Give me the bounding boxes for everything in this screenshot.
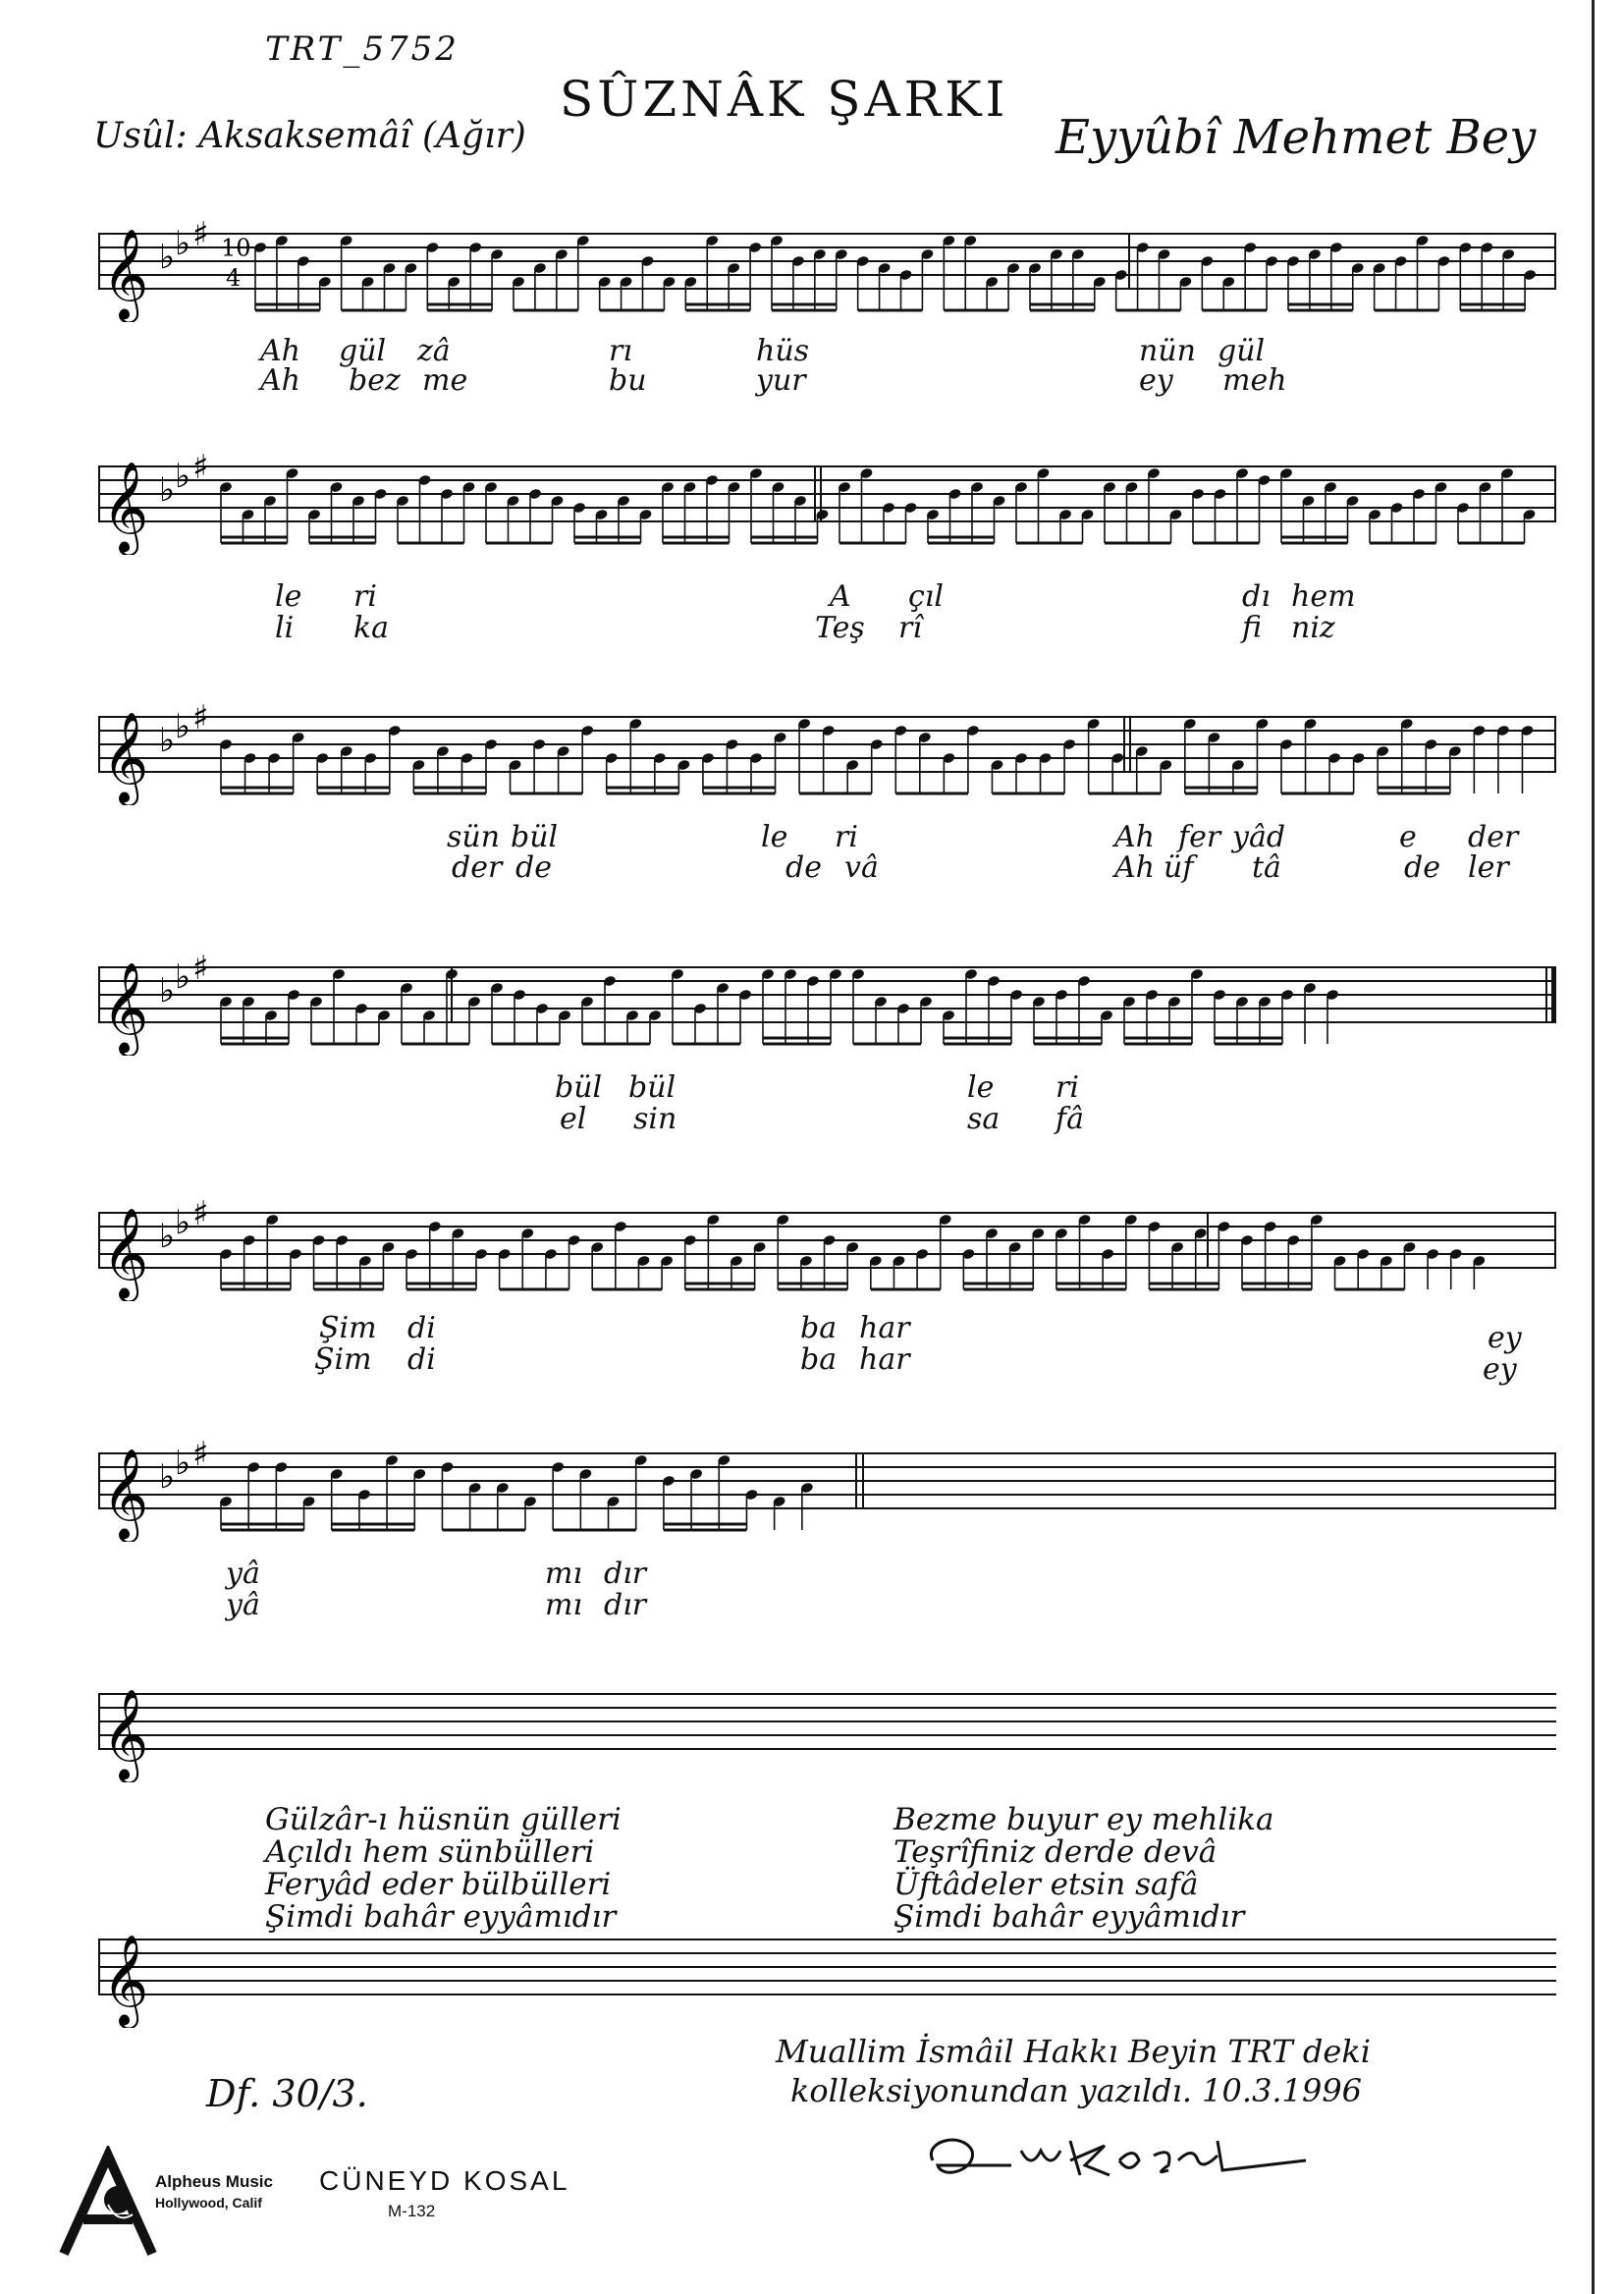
lyric-syllable: Teş <box>815 611 865 645</box>
lyric-syllable: sa <box>967 1102 1001 1136</box>
lyric-syllable: fer <box>1178 820 1221 854</box>
lyric-syllable: nün <box>1139 334 1196 368</box>
key-signature-accidental: ♭ <box>159 1457 176 1497</box>
lyric-syllable: le <box>275 579 302 614</box>
lyric-syllable: vâ <box>844 850 879 885</box>
lyric-syllable: der <box>1468 820 1519 854</box>
lyric-syllable: le <box>967 1070 995 1105</box>
lyric-syllable: dır <box>604 1588 647 1622</box>
lyric-syllable: Ah <box>1114 820 1155 854</box>
lyric-syllable: yâ <box>226 1588 260 1622</box>
lyric-syllable: yâd <box>1232 820 1286 854</box>
publisher-name: Alpheus Music <box>155 2172 273 2191</box>
lyric-syllable: bez <box>349 363 401 398</box>
page-edge-line <box>1592 0 1595 2294</box>
treble-clef-icon: 𝄞 <box>102 1934 149 2025</box>
lyric-syllable: ri <box>835 820 858 854</box>
lyric-syllable: Ah <box>260 334 300 368</box>
lyric-syllable: li <box>275 611 295 645</box>
treble-clef-icon: 𝄞 <box>102 1688 149 1779</box>
lyric-syllable: niz <box>1291 611 1335 645</box>
lyric-syllable: zâ <box>417 334 451 368</box>
verse-line: Feryâd eder bülbülleri <box>265 1867 612 1902</box>
lyric-syllable: bu <box>609 363 647 398</box>
key-signature-accidental: ♭ <box>159 971 176 1010</box>
lyric-syllable: çıl <box>908 579 944 614</box>
lyric-syllable: dır <box>604 1557 647 1591</box>
lyric-syllable: ri <box>353 579 377 614</box>
lyric-syllable: yâ <box>226 1557 260 1591</box>
time-signature-top: 10 <box>221 234 251 262</box>
key-signature-accidental: ♯ <box>192 949 209 988</box>
key-signature-accidental: ♯ <box>192 448 209 487</box>
verse-right <box>893 1804 1274 1934</box>
verse-line: Bezme buyur ey mehlika <box>893 1802 1274 1837</box>
lyric-syllable: rı <box>609 334 632 368</box>
lyric-syllable: mı <box>545 1557 583 1591</box>
key-signature-accidental: ♭ <box>175 957 191 997</box>
lyric-syllable: bül <box>511 820 559 854</box>
treble-clef-icon: 𝄞 <box>102 711 149 802</box>
usul-label: Usûl: Aksaksemâî (Ağır) <box>93 116 526 156</box>
key-signature-accidental: ♯ <box>192 698 209 737</box>
staff <box>98 1665 1571 1782</box>
signature <box>923 2121 1316 2204</box>
lyric-syllable: yur <box>756 363 806 398</box>
lyric-syllable: ey <box>1483 1352 1517 1387</box>
lyric-syllable: ka <box>353 611 390 645</box>
page-title: SÛZNÂK ŞARKI <box>560 71 1009 128</box>
key-signature-accidental: ♭ <box>175 457 191 496</box>
lyric-syllable: Ah <box>1114 850 1155 885</box>
lyric-syllable: di <box>407 1311 436 1345</box>
lyric-syllable: Ah <box>260 363 300 398</box>
credit-line-1: Muallim İsmâil Hakkı Beyin TRT deki <box>776 2033 1371 2070</box>
lyric-syllable: e <box>1399 820 1417 854</box>
lyric-syllable: de <box>1404 850 1440 885</box>
key-signature-accidental: ♭ <box>175 1203 191 1242</box>
time-signature-bottom: 4 <box>226 264 242 293</box>
lyric-syllable: meh <box>1222 363 1287 398</box>
staff <box>98 437 1571 555</box>
verse-left <box>265 1804 622 1934</box>
treble-clef-icon: 𝄞 <box>102 1447 149 1539</box>
lyric-syllable: ba <box>800 1342 838 1377</box>
signature-scribble <box>923 2121 1316 2200</box>
lyric-syllable: bül <box>628 1070 677 1105</box>
key-signature-accidental: ♭ <box>175 224 191 263</box>
key-signature-accidental: ♭ <box>159 238 176 277</box>
lyric-syllable: der <box>452 850 503 885</box>
verse-line: Teşrîfiniz derde devâ <box>893 1834 1218 1870</box>
lyric-syllable: de <box>515 850 552 885</box>
key-signature-accidental: ♭ <box>159 721 176 760</box>
lyric-syllable: har <box>859 1311 910 1345</box>
staff <box>98 204 1571 322</box>
lyric-syllable: tâ <box>1252 850 1281 885</box>
lyric-syllable: bül <box>555 1070 603 1105</box>
lyric-syllable: Şim <box>314 1342 372 1377</box>
verse-line: Şimdi bahâr eyyâmıdır <box>265 1899 617 1935</box>
catalog-number: TRT_5752 <box>265 29 460 69</box>
verse-line: Açıldı hem sünbülleri <box>265 1834 595 1870</box>
staff <box>98 1183 1571 1301</box>
staff <box>98 687 1571 805</box>
catalog-code: M-132 <box>388 2202 436 2220</box>
lyric-syllable: üf <box>1164 850 1194 885</box>
key-signature-accidental: ♯ <box>192 1435 209 1474</box>
lyric-syllable: di <box>407 1342 436 1377</box>
staff <box>98 1424 1571 1542</box>
lyric-syllable: rî <box>898 611 922 645</box>
key-signature-accidental: ♭ <box>159 1217 176 1256</box>
lyric-syllable: sin <box>633 1102 677 1136</box>
lyric-syllable: le <box>761 820 788 854</box>
lyric-syllable: sün <box>447 820 501 854</box>
lyric-syllable: de <box>785 850 822 885</box>
lyric-syllable: gül <box>1218 334 1266 368</box>
key-signature-accidental: ♯ <box>192 215 209 254</box>
credit-line-2: kolleksiyonundan yazıldı. 10.3.1996 <box>790 2072 1363 2109</box>
lyric-syllable: Şim <box>319 1311 377 1345</box>
lyric-syllable: ler <box>1468 850 1509 885</box>
lyric-syllable: fâ <box>1056 1102 1084 1136</box>
key-signature-accidental: ♯ <box>192 1194 209 1233</box>
lyric-syllable: fi <box>1242 611 1263 645</box>
staff <box>98 938 1571 1056</box>
lyric-syllable: el <box>560 1102 587 1136</box>
key-signature-accidental: ♭ <box>175 1444 191 1483</box>
df-number: Df. 30/3. <box>206 2072 368 2115</box>
verse-line: Üftâdeler etsin safâ <box>893 1867 1199 1902</box>
key-signature-accidental: ♭ <box>159 470 176 510</box>
treble-clef-icon: 𝄞 <box>102 228 149 319</box>
lyric-syllable: me <box>422 363 468 398</box>
lyric-syllable: ri <box>1056 1070 1079 1105</box>
verse-line: Gülzâr-ı hüsnün gülleri <box>265 1802 622 1837</box>
verse-line: Şimdi bahâr eyyâmıdır <box>893 1899 1245 1935</box>
alpheus-logo <box>54 2146 172 2264</box>
lyric-syllable: ey <box>1488 1321 1522 1355</box>
publisher-city: Hollywood, Calif <box>155 2195 262 2211</box>
lyric-syllable: hüs <box>756 334 810 368</box>
arranger-name: CÜNEYD KOSAL <box>319 2165 570 2196</box>
composer-name: Eyyûbî Mehmet Bey <box>1056 110 1537 165</box>
lyric-syllable: ey <box>1139 363 1173 398</box>
lyric-syllable: A <box>830 579 851 614</box>
treble-clef-icon: 𝄞 <box>102 461 149 552</box>
lyric-syllable: mı <box>545 1588 583 1622</box>
lyric-syllable: hem <box>1291 579 1356 614</box>
treble-clef-icon: 𝄞 <box>102 1207 149 1298</box>
key-signature-accidental: ♭ <box>175 707 191 746</box>
lyric-syllable: ba <box>800 1311 838 1345</box>
lyric-syllable: har <box>859 1342 910 1377</box>
treble-clef-icon: 𝄞 <box>102 961 149 1053</box>
lyric-syllable: dı <box>1242 579 1271 614</box>
lyric-syllable: gül <box>339 334 387 368</box>
